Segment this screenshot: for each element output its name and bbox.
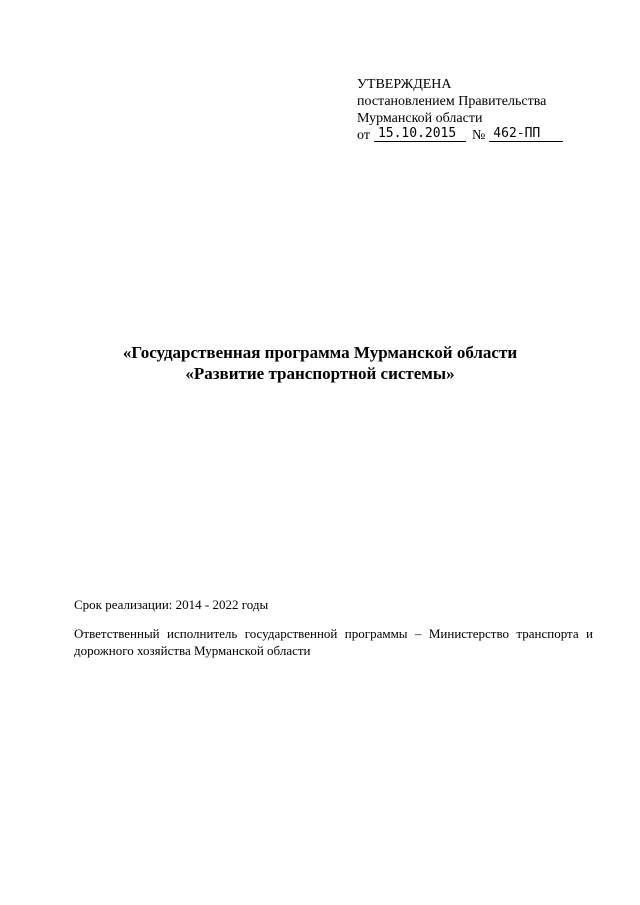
responsible-executor: Ответственный исполнитель государственной программы – Министерство транспорта и дорожного хозяйства Мурманской области (74, 626, 593, 658)
implementation-period: Срок реализации: 2014 - 2022 годы (74, 597, 269, 612)
approval-heading: УТВЕРЖДЕНА (357, 77, 452, 92)
program-title-line-2: «Развитие транспортной системы» (185, 364, 455, 383)
approval-number-field: 462-ПП (489, 127, 563, 142)
approval-date-line (357, 127, 587, 145)
approval-date-field: 15.10.2015 (374, 127, 466, 142)
approval-stamp (357, 76, 587, 145)
program-title (60, 342, 580, 384)
program-title-line-1: «Государственная программа Мурманской области (122, 343, 518, 362)
approval-line-2: Мурманской области (357, 111, 483, 126)
approval-line-1: постановлением Правительства (357, 94, 547, 109)
from-label: от (357, 128, 370, 143)
number-sign: № (471, 128, 486, 143)
